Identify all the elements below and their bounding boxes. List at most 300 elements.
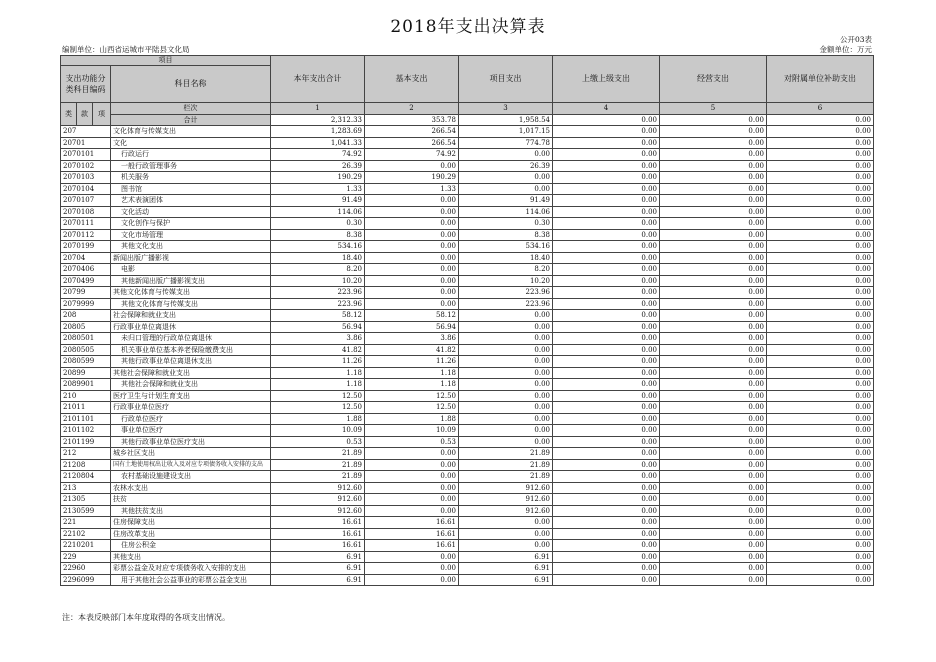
row-value: 0.00 — [553, 206, 660, 218]
footnote: 注：本表反映部门本年度取得的各项支出情况。 — [62, 613, 230, 622]
row-value: 58.12 — [365, 310, 459, 322]
row-value: 0.30 — [459, 218, 553, 230]
row-value: 0.00 — [459, 379, 553, 391]
row-subject-name: 文化 — [111, 137, 271, 149]
row-value: 0.00 — [365, 448, 459, 460]
total-cell: 2,312.33 — [271, 114, 365, 126]
row-value: 0.00 — [365, 298, 459, 310]
row-value: 41.82 — [271, 344, 365, 356]
row-value: 0.00 — [365, 574, 459, 586]
total-cell: 353.78 — [365, 114, 459, 126]
row-value: 0.00 — [553, 356, 660, 368]
row-value: 0.00 — [365, 505, 459, 517]
row-value: 0.00 — [660, 413, 767, 425]
row-value: 0.00 — [767, 252, 874, 264]
row-value: 0.00 — [767, 482, 874, 494]
row-subject-name: 文化创作与保护 — [111, 218, 271, 230]
row-value: 6.91 — [271, 551, 365, 563]
row-value: 0.00 — [660, 172, 767, 184]
row-subject-name: 医疗卫生与计划生育支出 — [111, 390, 271, 402]
compiling-unit: 编制单位：山西省运城市平陆县文化局 — [62, 45, 190, 54]
row-value: 0.00 — [660, 390, 767, 402]
header-business: 经营支出 — [660, 56, 767, 103]
row-value: 0.00 — [553, 551, 660, 563]
table-row — [61, 333, 874, 345]
row-value: 0.00 — [459, 540, 553, 552]
row-value: 0.00 — [660, 275, 767, 287]
row-subject-name: 电影 — [111, 264, 271, 276]
row-code: 21305 — [61, 494, 111, 506]
row-value: 91.49 — [271, 195, 365, 207]
row-value: 912.60 — [271, 494, 365, 506]
row-code: 2070101 — [61, 149, 111, 161]
row-value: 26.39 — [459, 160, 553, 172]
row-value: 0.00 — [660, 126, 767, 138]
row-value: 0.00 — [660, 206, 767, 218]
row-value: 16.61 — [365, 540, 459, 552]
row-value: 11.26 — [271, 356, 365, 368]
row-value: 0.00 — [660, 551, 767, 563]
row-code: 20704 — [61, 252, 111, 264]
header-basic: 基本支出 — [365, 56, 459, 103]
row-value: 0.00 — [553, 448, 660, 460]
row-value: 0.00 — [660, 160, 767, 172]
row-value: 0.00 — [459, 436, 553, 448]
row-value: 0.00 — [767, 402, 874, 414]
row-value: 16.61 — [271, 540, 365, 552]
header-lei: 类 — [61, 103, 77, 126]
row-value: 0.00 — [553, 126, 660, 138]
row-value: 912.60 — [459, 505, 553, 517]
row-value: 6.91 — [459, 574, 553, 586]
row-value: 0.00 — [660, 471, 767, 483]
row-value: 223.96 — [271, 298, 365, 310]
row-value: 0.00 — [553, 172, 660, 184]
row-code: 2080599 — [61, 356, 111, 368]
row-value: 0.00 — [660, 367, 767, 379]
table-row — [61, 218, 874, 230]
row-value: 0.00 — [660, 563, 767, 575]
row-subject-name: 其他行政事业单位医疗支出 — [111, 436, 271, 448]
table-row — [61, 287, 874, 299]
row-value: 1.33 — [271, 183, 365, 195]
row-value: 0.00 — [767, 528, 874, 540]
row-value: 0.00 — [767, 574, 874, 586]
row-value: 0.00 — [553, 218, 660, 230]
row-value: 0.00 — [365, 195, 459, 207]
row-value: 0.00 — [767, 494, 874, 506]
row-value: 0.00 — [553, 390, 660, 402]
row-value: 190.29 — [365, 172, 459, 184]
row-value: 6.91 — [271, 563, 365, 575]
row-value: 912.60 — [271, 482, 365, 494]
row-subject-name: 其他社会保障和就业支出 — [111, 379, 271, 391]
row-value: 16.61 — [365, 528, 459, 540]
row-value: 58.12 — [271, 310, 365, 322]
row-value: 12.50 — [271, 402, 365, 414]
row-code: 208 — [61, 310, 111, 322]
row-value: 266.54 — [365, 137, 459, 149]
row-value: 0.00 — [553, 229, 660, 241]
row-value: 0.00 — [553, 310, 660, 322]
header-subject-name: 科目名称 — [111, 66, 271, 103]
row-value: 0.00 — [767, 344, 874, 356]
table-row — [61, 459, 874, 471]
total-cell: 0.00 — [767, 114, 874, 126]
row-value: 0.00 — [553, 241, 660, 253]
row-value: 223.96 — [459, 287, 553, 299]
table-row — [61, 149, 874, 161]
row-value: 0.00 — [767, 160, 874, 172]
row-value: 0.00 — [459, 321, 553, 333]
row-value: 912.60 — [459, 482, 553, 494]
row-value: 0.00 — [660, 517, 767, 529]
row-value: 0.00 — [660, 195, 767, 207]
row-value: 0.00 — [365, 287, 459, 299]
row-code: 2070499 — [61, 275, 111, 287]
row-value: 0.00 — [553, 344, 660, 356]
row-value: 0.00 — [553, 264, 660, 276]
table-row — [61, 356, 874, 368]
row-subject-name: 其他社会保障和就业支出 — [111, 367, 271, 379]
table-row — [61, 413, 874, 425]
row-value: 0.53 — [365, 436, 459, 448]
row-value: 0.00 — [553, 425, 660, 437]
table-row — [61, 310, 874, 322]
row-subject-name: 事业单位医疗 — [111, 425, 271, 437]
row-value: 8.20 — [271, 264, 365, 276]
row-subject-name: 扶贫 — [111, 494, 271, 506]
header-heji: 合计 — [111, 114, 271, 126]
row-value: 1.18 — [271, 367, 365, 379]
row-value: 10.20 — [271, 275, 365, 287]
row-value: 114.06 — [271, 206, 365, 218]
row-value: 3.86 — [271, 333, 365, 345]
row-value: 0.00 — [553, 413, 660, 425]
row-value: 74.92 — [365, 149, 459, 161]
row-value: 0.00 — [767, 448, 874, 460]
row-value: 534.16 — [459, 241, 553, 253]
row-value: 0.00 — [660, 321, 767, 333]
row-code: 2130599 — [61, 505, 111, 517]
row-value: 0.00 — [767, 137, 874, 149]
row-value: 1.18 — [365, 379, 459, 391]
row-subject-name: 行政单位医疗 — [111, 413, 271, 425]
row-value: 0.00 — [660, 425, 767, 437]
row-code: 212 — [61, 448, 111, 460]
row-code: 2101102 — [61, 425, 111, 437]
row-value: 0.00 — [365, 494, 459, 506]
col-index: 1 — [271, 103, 365, 115]
row-code: 2120804 — [61, 471, 111, 483]
row-subject-name: 行政运行 — [111, 149, 271, 161]
row-subject-name: 机关服务 — [111, 172, 271, 184]
row-value: 0.00 — [365, 275, 459, 287]
row-code: 2089901 — [61, 379, 111, 391]
row-value: 0.00 — [459, 356, 553, 368]
row-subject-name: 机关事业单位基本养老保险缴费支出 — [111, 344, 271, 356]
row-value: 0.00 — [660, 344, 767, 356]
table-row — [61, 517, 874, 529]
row-value: 0.00 — [660, 482, 767, 494]
row-value: 0.00 — [553, 252, 660, 264]
table-row — [61, 321, 874, 333]
header-total: 本年支出合计 — [271, 56, 365, 103]
row-subject-name: 其他支出 — [111, 551, 271, 563]
table-body — [61, 126, 874, 586]
table-row — [61, 505, 874, 517]
row-value: 912.60 — [271, 505, 365, 517]
table-row — [61, 126, 874, 138]
row-value: 0.00 — [767, 413, 874, 425]
total-cell: 0.00 — [660, 114, 767, 126]
row-code: 2070199 — [61, 241, 111, 253]
row-value: 0.00 — [459, 344, 553, 356]
row-value: 18.40 — [271, 252, 365, 264]
row-value: 0.00 — [660, 459, 767, 471]
row-subject-name: 农林水支出 — [111, 482, 271, 494]
row-value: 21.89 — [271, 459, 365, 471]
row-value: 0.00 — [767, 471, 874, 483]
header-kuan: 款 — [77, 103, 93, 126]
table-row — [61, 436, 874, 448]
expenditure-table — [60, 55, 874, 586]
row-value: 0.00 — [767, 264, 874, 276]
row-value: 0.00 — [767, 551, 874, 563]
row-value: 0.00 — [459, 413, 553, 425]
row-value: 0.00 — [660, 356, 767, 368]
row-subject-name: 一般行政管理事务 — [111, 160, 271, 172]
row-value: 0.00 — [660, 287, 767, 299]
row-value: 0.00 — [767, 379, 874, 391]
header-project: 项目支出 — [459, 56, 553, 103]
unit-line — [62, 44, 872, 54]
col-index: 3 — [459, 103, 553, 115]
total-cell: 0.00 — [553, 114, 660, 126]
row-code: 221 — [61, 517, 111, 529]
row-value: 0.00 — [459, 517, 553, 529]
row-value: 0.00 — [459, 310, 553, 322]
row-value: 0.00 — [365, 218, 459, 230]
row-value: 0.00 — [553, 517, 660, 529]
row-value: 0.00 — [660, 310, 767, 322]
col-index: 4 — [553, 103, 660, 115]
col-index: 5 — [660, 103, 767, 115]
col-index: 6 — [767, 103, 874, 115]
table-row — [61, 367, 874, 379]
row-value: 21.89 — [271, 471, 365, 483]
row-value: 0.00 — [459, 528, 553, 540]
table-row — [61, 540, 874, 552]
header-upper: 上缴上级支出 — [553, 56, 660, 103]
row-value: 0.00 — [553, 149, 660, 161]
row-value: 0.00 — [767, 229, 874, 241]
row-value: 0.00 — [767, 367, 874, 379]
row-code: 21011 — [61, 402, 111, 414]
row-value: 0.00 — [660, 505, 767, 517]
row-code: 2070103 — [61, 172, 111, 184]
row-value: 0.53 — [271, 436, 365, 448]
row-subject-name: 未归口管理的行政单位离退休 — [111, 333, 271, 345]
row-code: 2080505 — [61, 344, 111, 356]
header-func-code: 支出功能分类科目编码 — [61, 66, 111, 103]
row-value: 0.00 — [553, 471, 660, 483]
row-value: 0.00 — [365, 229, 459, 241]
row-code: 21208 — [61, 459, 111, 471]
row-value: 0.00 — [365, 264, 459, 276]
row-value: 0.00 — [459, 425, 553, 437]
table-row — [61, 183, 874, 195]
row-value: 0.00 — [767, 459, 874, 471]
row-value: 8.20 — [459, 264, 553, 276]
row-value: 0.00 — [553, 436, 660, 448]
table-row — [61, 275, 874, 287]
row-code: 20899 — [61, 367, 111, 379]
row-value: 1.18 — [271, 379, 365, 391]
header-item: 项目 — [61, 56, 271, 66]
row-value: 0.00 — [660, 574, 767, 586]
row-code: 2070102 — [61, 160, 111, 172]
row-value: 0.00 — [553, 482, 660, 494]
row-value: 0.00 — [660, 333, 767, 345]
row-value: 0.00 — [553, 402, 660, 414]
row-code: 2080501 — [61, 333, 111, 345]
row-subject-name: 行政事业单位离退休 — [111, 321, 271, 333]
row-value: 56.94 — [365, 321, 459, 333]
row-value: 16.61 — [271, 528, 365, 540]
row-value: 0.00 — [365, 459, 459, 471]
row-value: 56.94 — [271, 321, 365, 333]
row-subject-name: 艺术表演团体 — [111, 195, 271, 207]
row-code: 213 — [61, 482, 111, 494]
row-value: 3.86 — [365, 333, 459, 345]
table-row — [61, 206, 874, 218]
row-value: 10.09 — [271, 425, 365, 437]
row-value: 534.16 — [271, 241, 365, 253]
row-subject-name: 其他文化体育与传媒支出 — [111, 287, 271, 299]
row-code: 2210201 — [61, 540, 111, 552]
row-code: 2070107 — [61, 195, 111, 207]
row-value: 0.00 — [553, 137, 660, 149]
row-value: 114.06 — [459, 206, 553, 218]
row-value: 0.00 — [767, 356, 874, 368]
row-value: 0.00 — [553, 275, 660, 287]
row-value: 0.00 — [365, 563, 459, 575]
row-value: 0.00 — [553, 459, 660, 471]
row-value: 0.00 — [660, 540, 767, 552]
row-code: 2101101 — [61, 413, 111, 425]
total-cell: 1,958.54 — [459, 114, 553, 126]
row-value: 0.00 — [553, 333, 660, 345]
row-value: 91.49 — [459, 195, 553, 207]
col-index: 2 — [365, 103, 459, 115]
row-code: 20799 — [61, 287, 111, 299]
table-row — [61, 195, 874, 207]
row-value: 0.00 — [459, 172, 553, 184]
header-xiang: 项 — [93, 103, 111, 126]
row-value: 266.54 — [365, 126, 459, 138]
table-row — [61, 563, 874, 575]
row-value: 223.96 — [271, 287, 365, 299]
row-code: 2070112 — [61, 229, 111, 241]
row-value: 0.00 — [767, 287, 874, 299]
row-value: 0.00 — [660, 229, 767, 241]
table-row — [61, 379, 874, 391]
row-value: 0.00 — [660, 528, 767, 540]
row-subject-name: 农村基础设施建设支出 — [111, 471, 271, 483]
row-value: 1,283.69 — [271, 126, 365, 138]
row-value: 12.50 — [365, 402, 459, 414]
table-row — [61, 137, 874, 149]
row-value: 0.00 — [553, 287, 660, 299]
row-value: 0.00 — [767, 310, 874, 322]
row-value: 0.00 — [767, 425, 874, 437]
row-subject-name: 国有土地使用权出让收入及对应专项债务收入安排的支出 — [111, 459, 271, 471]
row-code: 2079999 — [61, 298, 111, 310]
table-row — [61, 298, 874, 310]
row-value: 0.00 — [767, 436, 874, 448]
row-value: 0.00 — [660, 137, 767, 149]
row-value: 0.00 — [767, 390, 874, 402]
row-code: 2070111 — [61, 218, 111, 230]
row-value: 1.33 — [365, 183, 459, 195]
row-value: 190.29 — [271, 172, 365, 184]
row-value: 0.00 — [660, 402, 767, 414]
row-value: 0.00 — [660, 218, 767, 230]
row-value: 10.20 — [459, 275, 553, 287]
row-value: 0.00 — [767, 218, 874, 230]
table-row — [61, 574, 874, 586]
row-value: 0.00 — [365, 482, 459, 494]
row-value: 0.00 — [660, 436, 767, 448]
row-code: 210 — [61, 390, 111, 402]
row-subject-name: 社会保障和就业支出 — [111, 310, 271, 322]
table-row — [61, 551, 874, 563]
row-value: 0.00 — [767, 275, 874, 287]
row-subject-name: 住房公积金 — [111, 540, 271, 552]
row-value: 0.00 — [553, 574, 660, 586]
row-value: 0.30 — [271, 218, 365, 230]
row-value: 0.00 — [553, 160, 660, 172]
row-code: 2070406 — [61, 264, 111, 276]
row-value: 12.50 — [271, 390, 365, 402]
row-subject-name: 图书馆 — [111, 183, 271, 195]
form-number: 公开03表 — [839, 35, 872, 44]
row-value: 0.00 — [660, 494, 767, 506]
row-value: 41.82 — [365, 344, 459, 356]
row-value: 0.00 — [767, 563, 874, 575]
table-row — [61, 172, 874, 184]
row-value: 0.00 — [365, 471, 459, 483]
row-value: 0.00 — [767, 195, 874, 207]
row-code: 2296099 — [61, 574, 111, 586]
table-row — [61, 528, 874, 540]
row-value: 0.00 — [660, 183, 767, 195]
row-value: 12.50 — [365, 390, 459, 402]
row-value: 0.00 — [553, 540, 660, 552]
row-value: 0.00 — [459, 367, 553, 379]
row-value: 16.61 — [271, 517, 365, 529]
row-subject-name: 住房改革支出 — [111, 528, 271, 540]
row-subject-name: 其他新闻出版广播影视支出 — [111, 275, 271, 287]
row-value: 0.00 — [660, 241, 767, 253]
row-value: 0.00 — [767, 505, 874, 517]
row-code: 20805 — [61, 321, 111, 333]
row-value: 26.39 — [271, 160, 365, 172]
row-value: 1,017.15 — [459, 126, 553, 138]
row-value: 8.38 — [459, 229, 553, 241]
row-value: 0.00 — [767, 298, 874, 310]
